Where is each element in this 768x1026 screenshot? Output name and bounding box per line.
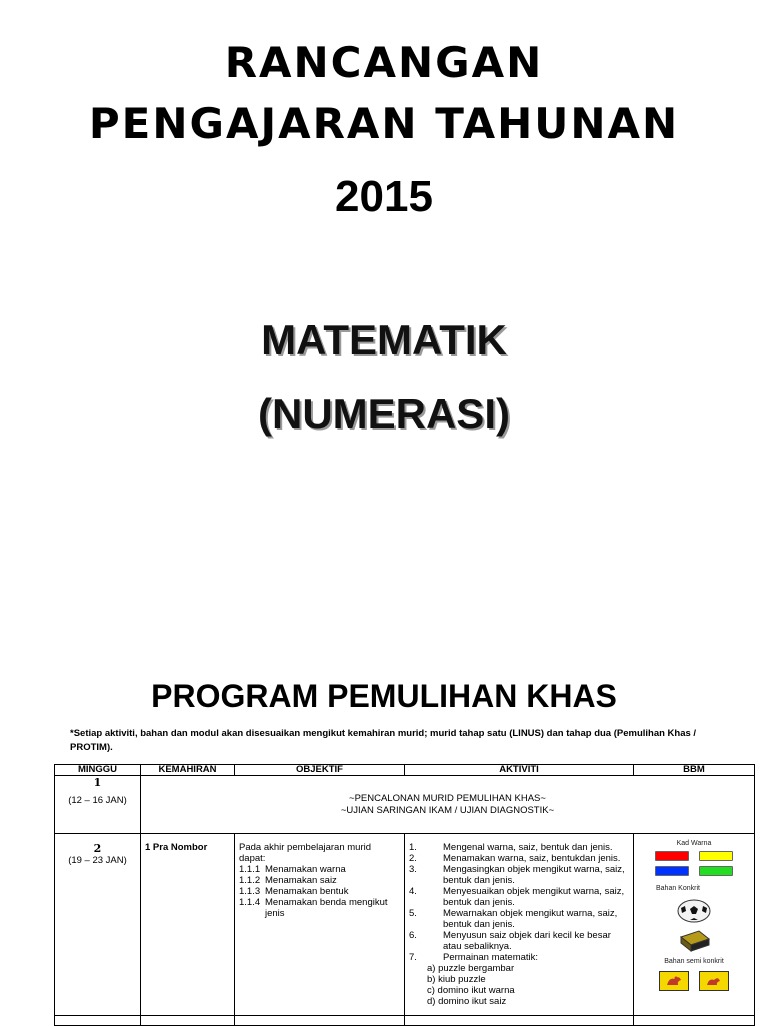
week-cell xyxy=(55,776,141,834)
activity-item xyxy=(409,864,629,886)
activity-text: Menyesuaikan objek mengikut warna, saiz, bentuk dan jenis. xyxy=(443,886,625,908)
bbm-label-kad-warna: Kad Warna xyxy=(676,840,712,847)
activity-text: Menyusun saiz objek dari kecil ke besar atau sebaliknya. xyxy=(443,930,611,952)
objective-num: 1.1.3 xyxy=(239,886,261,897)
objective-item xyxy=(239,886,400,897)
activity-num: 1. xyxy=(409,842,417,853)
note-line-1: ~PENCALONAN MURID PEMULIHAN KHAS~ xyxy=(349,792,546,804)
col-header-minggu: MINGGU xyxy=(55,765,141,776)
activity-num: 3. xyxy=(409,864,417,875)
objective-item xyxy=(239,897,400,919)
week-cell xyxy=(55,834,141,1016)
activity-text: Menamakan warna, saiz, bentukdan jenis. xyxy=(443,853,621,864)
objective-num: 1.1.2 xyxy=(239,875,261,886)
color-card-green xyxy=(699,866,733,876)
empty-cell xyxy=(141,1016,235,1026)
rooster-card-icon xyxy=(659,971,689,991)
bbm-cell xyxy=(634,834,755,1016)
subject-line-1: MATEMATIK xyxy=(261,316,507,363)
bbm-label-bahan-semi-konkrit: Bahan semi konkrit xyxy=(664,958,724,965)
week-number: 2 xyxy=(93,842,102,855)
activity-num: 6. xyxy=(409,930,417,941)
activity-text: Mengasingkan objek mengikut warna, saiz, bentuk dan jenis. xyxy=(443,864,625,886)
table-row xyxy=(55,776,755,834)
year: 2015 xyxy=(335,172,433,221)
objective-item xyxy=(239,875,400,886)
game-item: c) domino ikut warna xyxy=(427,985,515,996)
objective-intro: Pada akhir pembelajaran murid dapat: xyxy=(239,842,372,864)
activity-num: 5. xyxy=(409,908,417,919)
title-line-2: PENGAJARAN TAHUNAN xyxy=(88,99,680,148)
game-item: a) puzzle bergambar xyxy=(427,963,515,974)
color-cards xyxy=(638,851,750,879)
empty-cell xyxy=(634,1016,755,1026)
empty-cell xyxy=(235,1016,405,1026)
skill-cell: 1 Pra Nombor xyxy=(141,834,235,1016)
table-row xyxy=(55,1016,755,1026)
color-card-yellow xyxy=(699,851,733,861)
col-header-aktiviti: AKTIVITI xyxy=(405,765,634,776)
soccer-ball-icon xyxy=(638,898,750,927)
activity-item xyxy=(409,886,629,908)
activity-num: 2. xyxy=(409,853,417,864)
activity-num: 7. xyxy=(409,952,417,963)
activity-num: 4. xyxy=(409,886,417,897)
program-title: PROGRAM PEMULIHAN KHAS xyxy=(151,678,617,714)
book-icon xyxy=(638,929,750,956)
table-row xyxy=(55,834,755,1016)
objective-cell xyxy=(235,834,405,1016)
empty-cell xyxy=(405,1016,634,1026)
rooster-cards xyxy=(638,971,750,994)
col-header-kemahiran: KEMAHIRAN xyxy=(141,765,235,776)
objective-text: Menamakan warna xyxy=(265,864,346,875)
lesson-plan-table xyxy=(54,764,755,1026)
objective-text: Menamakan bentuk xyxy=(265,886,349,897)
week-dates: (19 – 23 JAN) xyxy=(68,855,127,866)
activity-text: Permainan matematik: xyxy=(443,952,539,963)
week-note-cell xyxy=(141,776,755,834)
game-item: d) domino ikut saiz xyxy=(427,996,507,1007)
activity-item xyxy=(409,908,629,930)
activity-item xyxy=(409,842,629,853)
week-dates: (12 – 16 JAN) xyxy=(68,795,127,806)
col-header-objektif: OBJEKTIF xyxy=(235,765,405,776)
objective-num: 1.1.1 xyxy=(239,864,261,875)
subject-line-2: (NUMERASI) xyxy=(258,390,510,437)
col-header-bbm: BBM xyxy=(634,765,755,776)
activity-text: Mengenal warna, saiz, bentuk dan jenis. xyxy=(443,842,613,853)
note: *Setiap aktiviti, bahan dan modul akan disesuaikan mengikut kemahiran murid; murid tahap satu (LINUS) dan tahap dua (Pemulihan Khas / PROTIM). xyxy=(70,728,697,753)
activity-text: Mewarnakan objek mengikut warna, saiz, bentuk dan jenis. xyxy=(443,908,618,930)
game-item: b) kiub puzzle xyxy=(427,974,486,985)
note-line-2: ~UJIAN SARINGAN IKAM / UJIAN DIAGNOSTIK~ xyxy=(340,804,555,816)
rooster-card-icon xyxy=(699,971,729,991)
empty-cell xyxy=(55,1016,141,1026)
week-number: 1 xyxy=(93,776,102,789)
bbm-label-bahan-konkrit: Bahan Konkrit xyxy=(656,885,700,892)
title-line-1: RANCANGAN xyxy=(224,38,544,87)
activity-item xyxy=(409,952,629,963)
objective-text: Menamakan benda mengikut jenis xyxy=(265,897,388,919)
objective-num: 1.1.4 xyxy=(239,897,261,908)
objective-item xyxy=(239,864,400,875)
activity-item xyxy=(409,930,629,952)
table-header-row xyxy=(55,765,755,776)
color-card-red xyxy=(655,851,689,861)
activity-item xyxy=(409,853,629,864)
objective-text: Menamakan saiz xyxy=(265,875,337,886)
color-card-blue xyxy=(655,866,689,876)
activity-cell xyxy=(405,834,634,1016)
